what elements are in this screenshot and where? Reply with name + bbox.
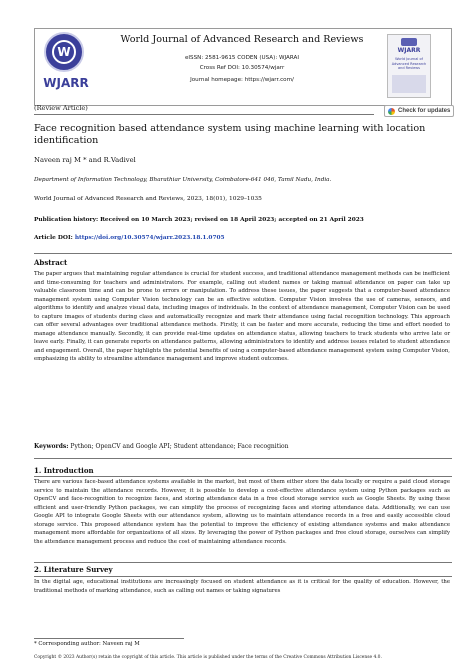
introduction-text: There are various face-based attendance systems available in the market, but most of them either store the data locally or require a paid cloud storage service to maintain the attendance records. However, it is possible to develop a cost-effective attendance system using Python packages such as OpenCV and face-recognition to recognize faces, and storing attendance data in a free cloud storage service such as Google Sheets. By using these efficient and user-friendly Python packages, we can simplify the process of recognizing faces and storing attendance data. Additionally, we can use Google API to integrate Google Sheets with our attendance system, allowing us to maintain attendance records in a free and easily accessible cloud storage service. This proposed attendance system has the potential to improve the efficiency of existing attendance systems and make attendance management more affordable for organizations of all sizes. By leveraging the power of Python packages and free cloud storage, ourselves can simplify the attendance management process and reduce the cost of maintaining attendance records. (34, 479, 450, 545)
keywords-text: Python; OpenCV and Google API; Student attendance; Face recognition (68, 443, 289, 450)
journal-crossref: Cross Ref DOI: 10.30574/wjarr (199, 65, 285, 71)
literature-heading-divider (34, 576, 452, 577)
introduction-heading: 1. Introduction (34, 466, 94, 475)
cover-emblem-icon (401, 38, 417, 46)
journal-homepage[interactable]: Journal homepage: https://wjarr.com/ (190, 77, 294, 83)
abstract-text: The paper argues that maintaining regular attendance is crucial for student success, and traditional attendance management methods can be inefficient and time-consuming for teachers and administrators. For example, calling out student names or taking manual attendance on paper can take up valuable classroom time and can be prone to errors or manipulation. To address these issues, the paper suggests that a computer-based attendance management system using Computer Vision technology can be an effective solution. Computer Vision involves the use of cameras, sensors, and algorithms to identify and analyze visual data, including images of individuals. In the context of attendance management, Computer Vision can be used to capture images of students during class and automatically recognize and mark their attendance using facial recognition technology. This approach can offer several advantages over traditional attendance methods. Firstly, it can be faster and more accurate, reducing the time and effort needed to manage attendance manually. Secondly, it can provide real-time updates on attendance status, allowing teachers to track students who arrive late or leave early. Finally, it can generate reports on attendance patterns, allowing administrators to identify and address issues related to student attendance and engagement. Overall, the paper highlights the potential benefits of using a computer-based attendance management system using Computer Vision, emphasizing its ability to streamline attendance management and improve student outcomes. (34, 271, 450, 363)
article-title: Face recognition based attendance system using machine learning with location identification (34, 123, 426, 147)
abstract-top-divider (34, 253, 452, 254)
abstract-heading: Abstract (34, 258, 68, 267)
journal-name: World Journal of Advanced Research and Reviews (120, 34, 364, 45)
affiliation: Department of Information Technology, Bharathiar University, Coimbatore-641 046, Tamil Nadu, India. (34, 177, 332, 183)
article-doi (34, 234, 225, 242)
footnote-divider (34, 638, 184, 639)
article-type: (Review Article) (34, 104, 88, 112)
cover-band (392, 75, 426, 93)
literature-text: In the digital age, educational institutions are increasingly focused on student attendance as it is critical for the quality of education. However, the traditional methods of marking attendance, such as calling out names or taking signatures (34, 579, 450, 594)
keywords-label: Keywords: (34, 443, 69, 450)
publication-history: Publication history: Received on 10 March 2023; revised on 18 April 2023; accepted on 21 April 2023 (34, 217, 364, 223)
authors: Naveen raj M * and R.Vadivel (34, 156, 136, 164)
citation: World Journal of Advanced Research and Reviews, 2023, 18(01), 1029–1035 (34, 196, 262, 202)
check-updates-label: Check for updates (398, 108, 451, 114)
logo-letter: W (52, 40, 76, 64)
cover-title: WJARR (397, 47, 421, 54)
check-updates-icon (388, 108, 395, 115)
journal-cover-thumbnail (387, 34, 431, 98)
literature-top-divider (34, 562, 452, 563)
corresponding-author-footnote: * Corresponding author: Naveen raj M (34, 641, 140, 647)
journal-eissn: eISSN: 2581-9615 CODEN (USA): WJARAI (184, 55, 300, 61)
doi-label: Article DOI: (34, 235, 75, 241)
intro-top-divider (34, 458, 452, 459)
literature-heading: 2. Literature Survey (34, 565, 113, 574)
keywords (34, 443, 289, 451)
check-updates-button[interactable] (384, 105, 454, 117)
doi-link[interactable]: https://doi.org/10.30574/wjarr.2023.18.1.0705 (74, 235, 225, 241)
intro-heading-divider (34, 476, 452, 477)
header-divider (34, 114, 374, 115)
logo-emblem-icon (44, 32, 84, 72)
cover-subtitle: World Journal of Advanced Research and Reviews (391, 57, 427, 70)
logo-wordmark: WJARR (43, 76, 89, 90)
copyright-notice: Copyright © 2023 Author(s) retain the copyright of this article. This article is published under the terms of the Creative Commons Attribution Liscense 4.0. (34, 655, 382, 660)
journal-logo (38, 30, 94, 104)
